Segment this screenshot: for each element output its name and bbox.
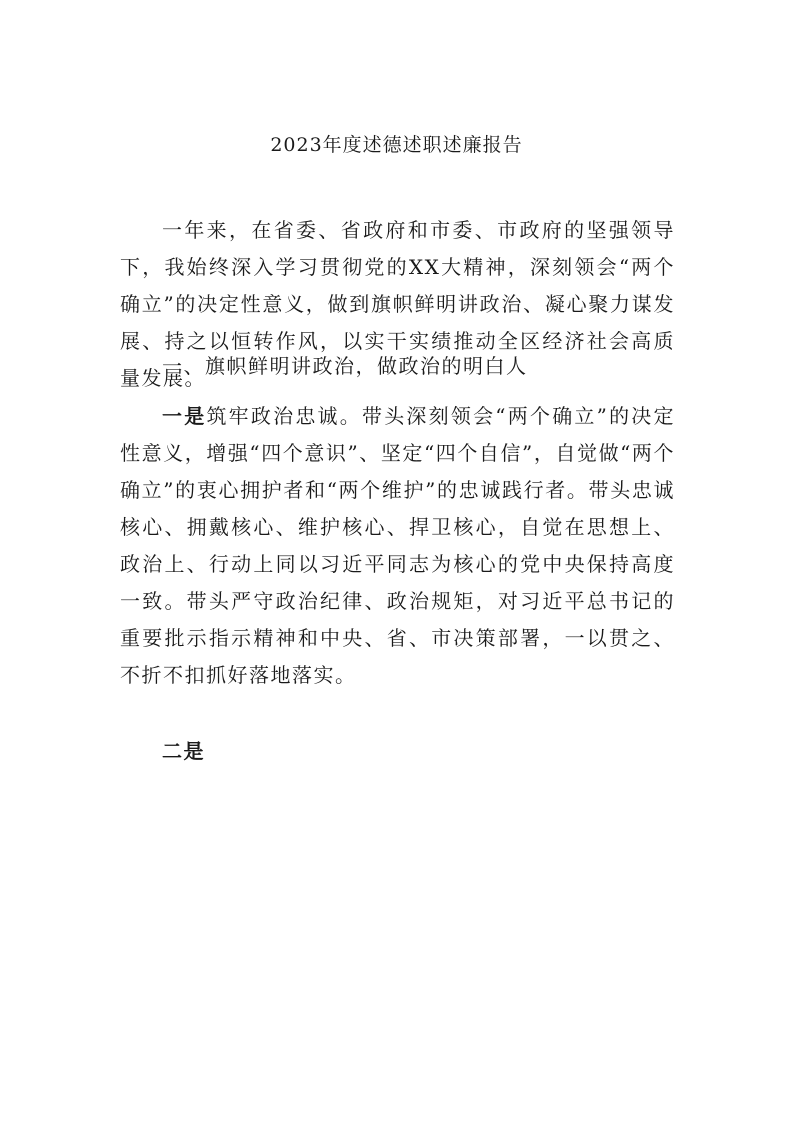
section-heading-1: 一、旗帜鲜明讲政治，做政治的明白人: [162, 354, 528, 378]
intro-paragraph: 一年来，在省委、省政府和市委、市政府的坚强领导下，我始终深入学习贯彻党的XX大精神，深刻领会“两个确立”的决定性意义，做到旗帜鲜明讲政治、凝心聚力谋发展、持之以恒转作风，以实干实绩推动全区经济社会高质量发展。: [120, 218, 675, 390]
point-2-lead: 二是: [162, 739, 205, 763]
point-2-paragraph: [120, 733, 675, 770]
point-1-lead: 一是: [162, 404, 207, 428]
document-title: 2023年度述德述职述廉报告: [270, 134, 523, 156]
point-1-paragraph: [120, 398, 675, 694]
point-1-text: 筑牢政治忠诚。带头深刻领会“两个确立”的决定性意义，增强“四个意识”、坚定“四个自信”，自觉做“两个确立”的衷心拥护者和“两个维护”的忠诚践行者。带头忠诚核心、拥戴核心、维护核心、捍卫核心，自觉在思想上、政治上、行动上同以习近平同志为核心的党中央保持高度一致。带头严守政治纪律、政治规矩，对习近平总书记的重要批示指示精神和中央、省、市决策部署，一以贯之、不折不扣抓好落地落实。: [120, 404, 676, 687]
